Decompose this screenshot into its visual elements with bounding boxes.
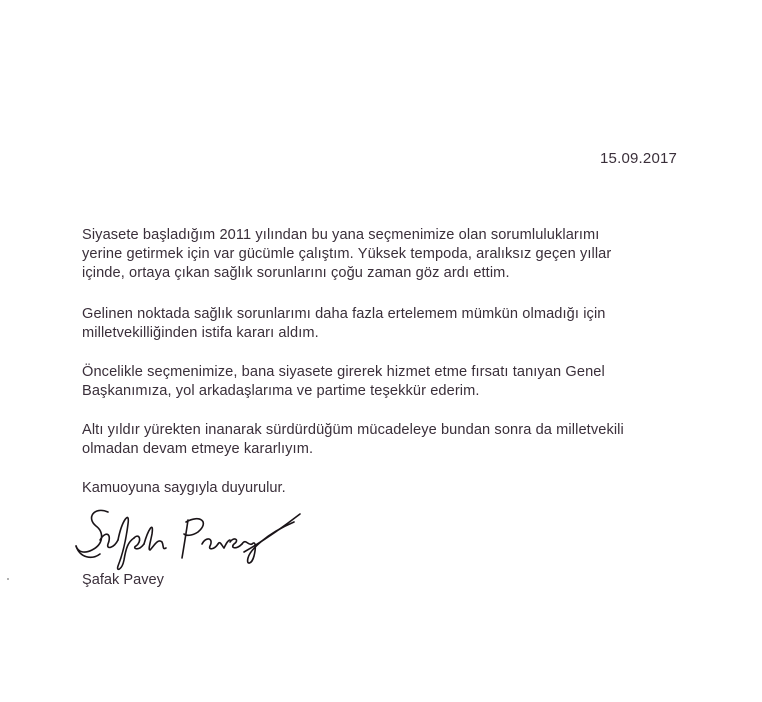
paragraph-line: Siyasete başladığım 2011 yılından bu yana seçmenimize olan sorumluluklarımı [82,227,600,243]
paragraph-2 [82,305,702,343]
paragraph-line: Gelinen noktada sağlık sorunlarımı daha fazla ertelemem mümkün olmadığı için [82,306,606,322]
letter-date: 15.09.2017 [600,150,678,167]
paragraph-line: milletvekilliğinden istifa kararı aldım. [82,325,319,341]
paragraph-line: olmadan devam etmeye kararlıyım. [82,441,314,457]
closing-line: Kamuoyuna saygıyla duyurulur. [82,480,286,496]
handwritten-signature [70,500,310,580]
paragraph-line: yerine getirmek için var gücümle çalıştım. Yüksek tempoda, aralıksız geçen yıllar [82,246,612,262]
signer-name: Şafak Pavey [82,572,164,588]
paragraph-4 [82,421,702,459]
paragraph-line: Altı yıldır yürekten inanarak sürdürdüğüm mücadeleye bundan sonra da milletvekili [82,422,624,438]
paragraph-3 [82,363,702,401]
scan-speck [7,578,9,580]
paragraph-1 [82,226,702,283]
paragraph-line: içinde, ortaya çıkan sağlık sorunlarını çoğu zaman göz ardı ettim. [82,265,510,281]
paragraph-line: Öncelikle seçmenimize, bana siyasete girerek hizmet etme fırsatı tanıyan Genel [82,364,605,380]
paragraph-line: Başkanımıza, yol arkadaşlarıma ve partime teşekkür ederim. [82,383,480,399]
